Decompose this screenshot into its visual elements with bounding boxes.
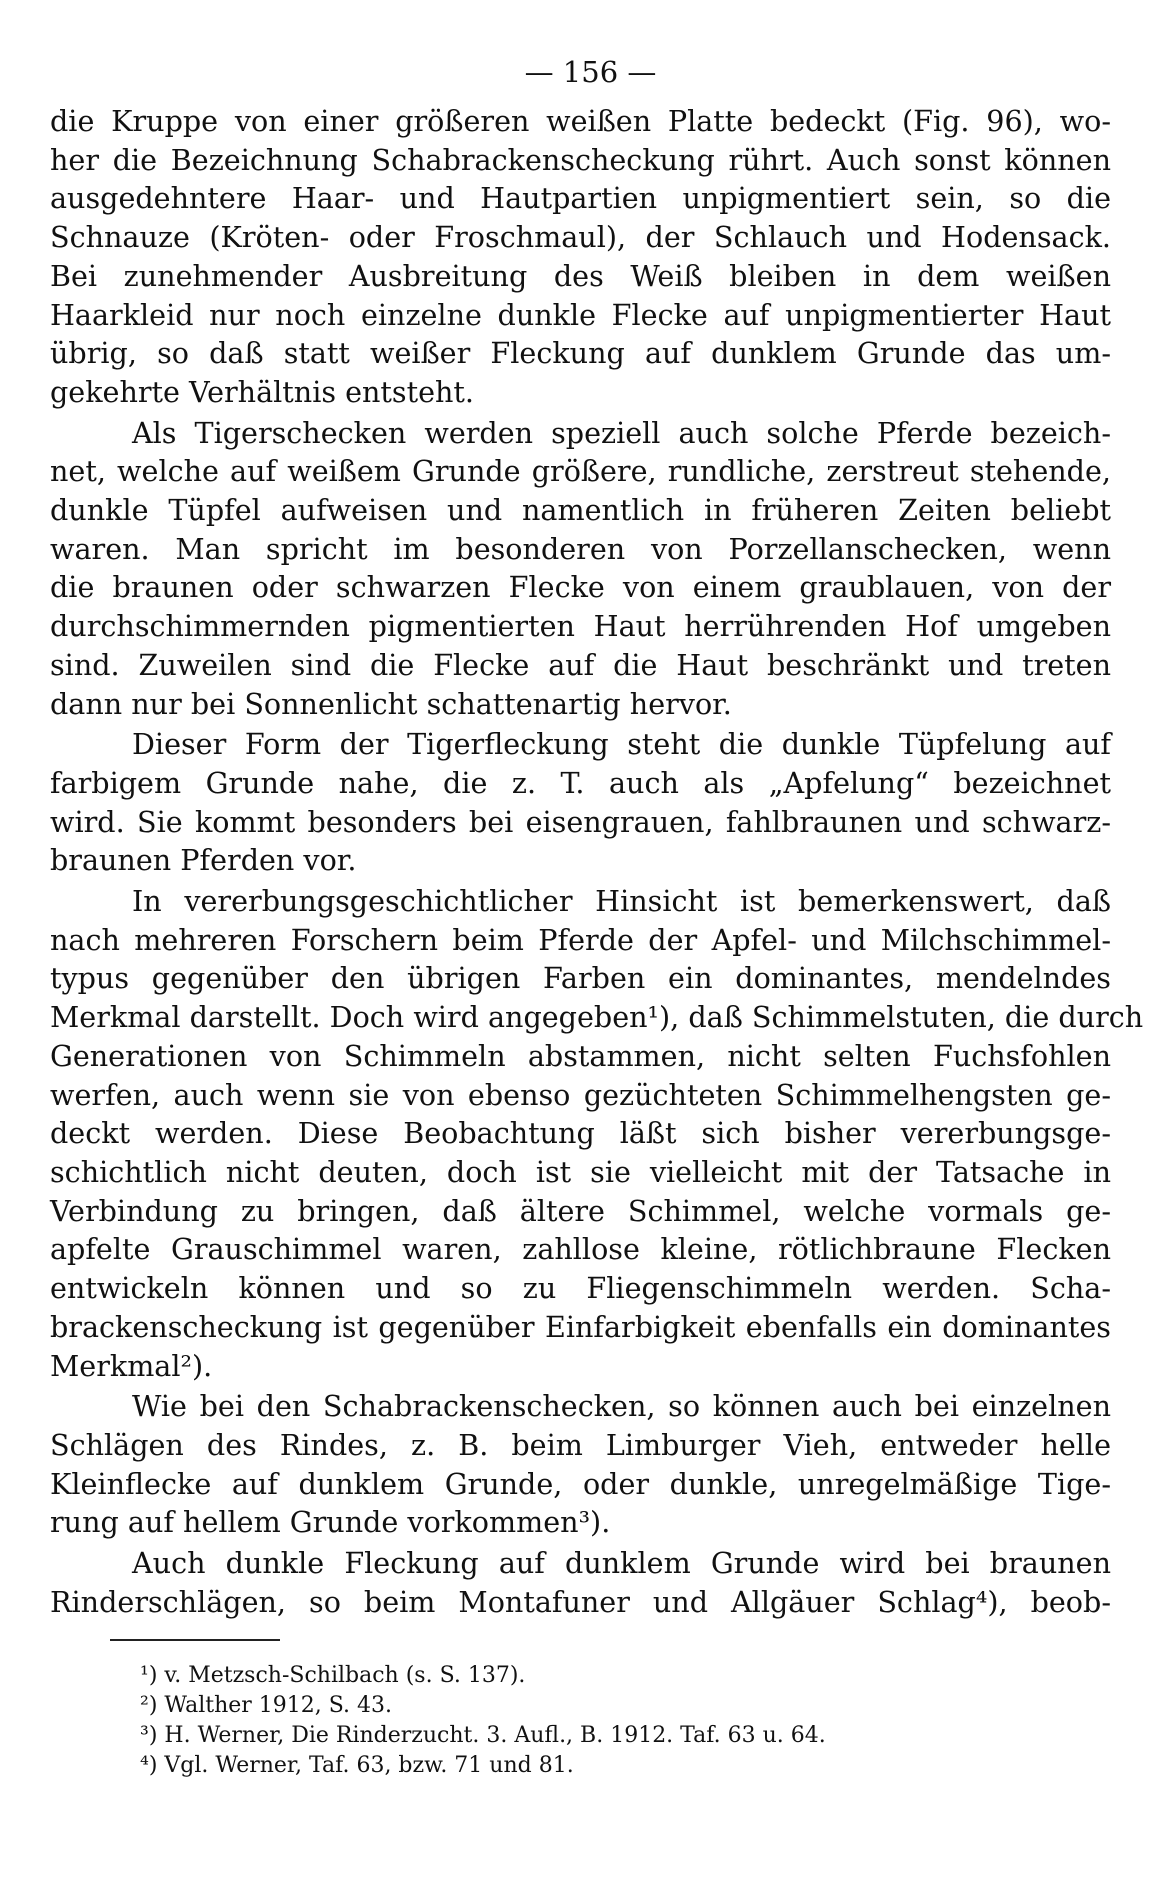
body-text (50, 102, 1144, 1621)
text-line: net, welche auf weißem Grunde größere, rundliche, zerstreut stehende, (50, 454, 1111, 489)
text-line: Dieser Form der Tigerfleckung steht die dunkle Tüpfelung auf (132, 727, 1111, 762)
paragraph (50, 1544, 1111, 1621)
paragraph (50, 102, 1111, 412)
text-line: durchschimmernden pigmentierten Haut herrührenden Hof umgeben (50, 609, 1111, 644)
footnote-rule (110, 1639, 280, 1641)
footnotes (50, 1661, 1111, 1781)
text-line: sind. Zuweilen sind die Flecke auf die Haut beschränkt und treten (50, 647, 1111, 682)
footnote: ¹) v. Metzsch-Schilbach (s. S. 137). (140, 1663, 526, 1689)
text-line: nach mehreren Forschern beim Pferde der Apfel- und Milchschimmel- (50, 922, 1111, 957)
text-line: waren. Man spricht im besonderen von Porzellanschecken, wenn (50, 531, 1111, 566)
page-number: — 156 — (524, 55, 657, 89)
text-line: die Kruppe von einer größeren weißen Platte bedeckt (Fig. 96), wo- (50, 104, 1111, 138)
text-line: Merkmal darstellt. Doch wird angegeben¹), daß Schimmelstuten, die durch (50, 1000, 1144, 1035)
footnote: ³) H. Werner, Die Rinderzucht. 3. Aufl., B. 1912. Taf. 63 u. 64. (140, 1723, 826, 1749)
text-line: dann nur bei Sonnenlicht schattenartig hervor. (50, 686, 732, 721)
text-line: schichtlich nicht deuten, doch ist sie vielleicht mit der Tatsache in (50, 1154, 1111, 1189)
text-line: entwickeln können und so zu Fliegenschimmeln werden. Scha- (50, 1271, 1111, 1306)
text-line: Rinderschlägen, so beim Montafuner und Allgäuer Schlag⁴), beob- (50, 1584, 1111, 1619)
text-line: rung auf hellem Grunde vorkommen³). (50, 1505, 611, 1540)
text-line: Auch dunkle Fleckung auf dunklem Grunde wird bei braunen (132, 1546, 1111, 1581)
text-line: Bei zunehmender Ausbreitung des Weiß bleiben in dem weißen (50, 258, 1111, 293)
text-line: her die Bezeichnung Schabrackenscheckung rührt. Auch sonst können (50, 142, 1111, 177)
paragraph (50, 882, 1144, 1385)
text-line: farbigem Grunde nahe, die z. T. auch als „Apfelung“ bezeichnet (50, 765, 1111, 800)
text-line: ausgedehntere Haar- und Hautpartien unpigmentiert sein, so die (50, 181, 1111, 216)
text-line: Schlägen des Rindes, z. B. beim Limburger Vieh, entweder helle (50, 1427, 1111, 1462)
text-line: In vererbungsgeschichtlicher Hinsicht ist bemerkenswert, daß (132, 884, 1111, 919)
text-line: deckt werden. Diese Beobachtung läßt sich bisher vererbungsge- (50, 1116, 1111, 1151)
text-line: dunkle Tüpfel aufweisen und namentlich in früheren Zeiten beliebt (50, 493, 1111, 528)
text-line: Haarkleid nur noch einzelne dunkle Flecke auf unpigmentierter Haut (50, 297, 1111, 332)
text-line: werfen, auch wenn sie von ebenso gezüchteten Schimmelhengsten ge- (50, 1077, 1111, 1112)
text-line: typus gegenüber den übrigen Farben ein dominantes, mendelndes (50, 961, 1111, 996)
text-line: Schnauze (Kröten- oder Froschmaul), der Schlauch und Hodensack. (50, 220, 1111, 255)
footnote: ⁴) Vgl. Werner, Taf. 63, bzw. 71 und 81. (140, 1753, 574, 1779)
text-line: wird. Sie kommt besonders bei eisengrauen, fahlbraunen und schwarz- (50, 804, 1111, 839)
paragraph (50, 414, 1111, 724)
text-line: Wie bei den Schabrackenschecken, so können auch bei einzelnen (132, 1389, 1111, 1424)
paragraph (50, 1387, 1111, 1542)
text-line: Merkmal²). (50, 1348, 213, 1383)
text-line: brackenscheckung ist gegenüber Einfarbigkeit ebenfalls ein dominantes (50, 1309, 1111, 1344)
text-line: braunen Pferden vor. (50, 843, 357, 878)
text-line: übrig, so daß statt weißer Fleckung auf dunklem Grunde das um- (50, 336, 1111, 371)
text-line: gekehrte Verhältnis entsteht. (50, 374, 475, 409)
text-line: Kleinflecke auf dunklem Grunde, oder dunkle, unregelmäßige Tige- (50, 1466, 1111, 1501)
text-line: die braunen oder schwarzen Flecke von einem graublauen, von der (50, 570, 1111, 605)
text-line: apfelte Grauschimmel waren, zahllose kleine, rötlichbraune Flecken (50, 1232, 1111, 1267)
text-line: Verbindung zu bringen, daß ältere Schimmel, welche vormals ge- (50, 1193, 1111, 1228)
text-line: Als Tigerschecken werden speziell auch solche Pferde bezeich- (132, 415, 1111, 450)
paragraph (50, 725, 1111, 880)
footnote: ²) Walther 1912, S. 43. (140, 1693, 393, 1719)
text-line: Generationen von Schimmeln abstammen, nicht selten Fuchsfohlen (50, 1038, 1111, 1073)
